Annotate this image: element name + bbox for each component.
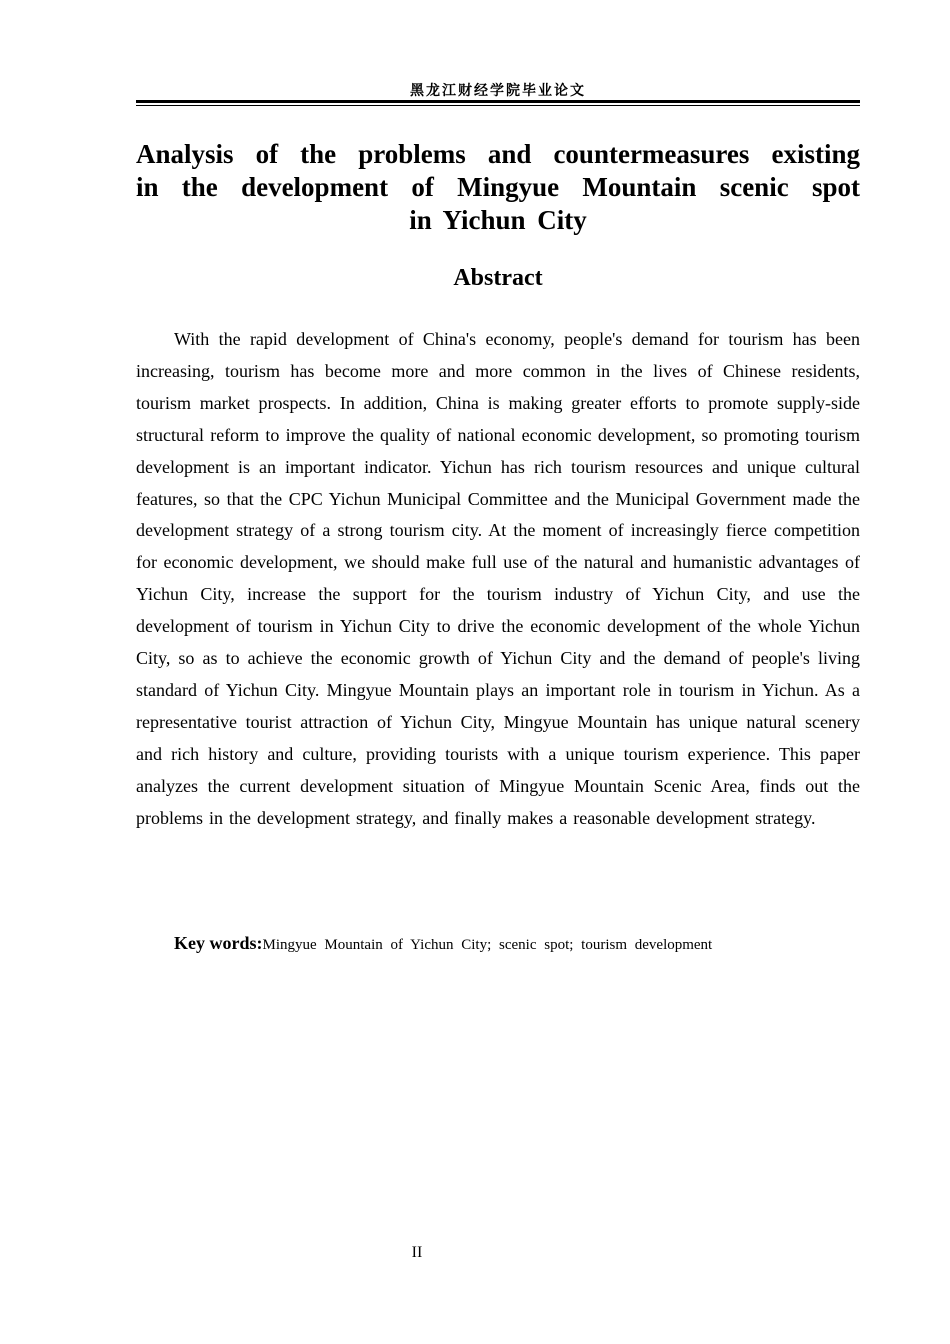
header-rule-thin — [136, 105, 860, 106]
keywords-line — [174, 933, 712, 954]
title-line-1: Analysis of the problems and countermeasures existing — [136, 139, 860, 169]
running-header: 黑龙江财经学院毕业论文 — [410, 84, 586, 99]
keywords-label: Key words: — [174, 933, 263, 953]
abstract-heading: Abstract — [453, 265, 543, 291]
header-rule-thick — [136, 100, 860, 103]
title-line-3: in Yichun City — [409, 205, 587, 235]
page-number: II — [411, 1244, 423, 1261]
keywords-value: Mingyue Mountain of Yichun City; scenic spot; tourism development — [262, 937, 713, 953]
paper-title — [136, 138, 860, 237]
abstract-body: With the rapid development of China's economy, people's demand for tourism has been increasing, tourism has become more and more common in the lives of Chinese residents, tourism market prospects. In addition, China is making greater efforts to promote supply-side structural reform to improve the quality of national economic development, so promoting tourism development is an important indicator. Yichun has rich tourism resources and unique cultural features, so that the CPC Yichun Municipal Committee and the Municipal Government made the development strategy of a strong tourism city. At the moment of increasingly fierce competition for economic development, we should make full use of the natural and humanistic advantages of Yichun City, increase the support for the tourism industry of Yichun City, and use the development of tourism in Yichun City to drive the economic development of the whole Yichun City, so as to achieve the economic growth of Yichun City and the demand of people's living standard of Yichun City. Mingyue Mountain plays an important role in tourism in Yichun. As a representative tourist attraction of Yichun City, Mingyue Mountain has unique natural scenery and rich history and culture, providing tourists with a unique tourism experience. This paper analyzes the current development situation of Mingyue Mountain Scenic Area, finds out the problems in the development strategy, and finally makes a reasonable development strategy. — [136, 329, 860, 828]
title-line-2: in the development of Mingyue Mountain scenic spot — [136, 172, 860, 202]
